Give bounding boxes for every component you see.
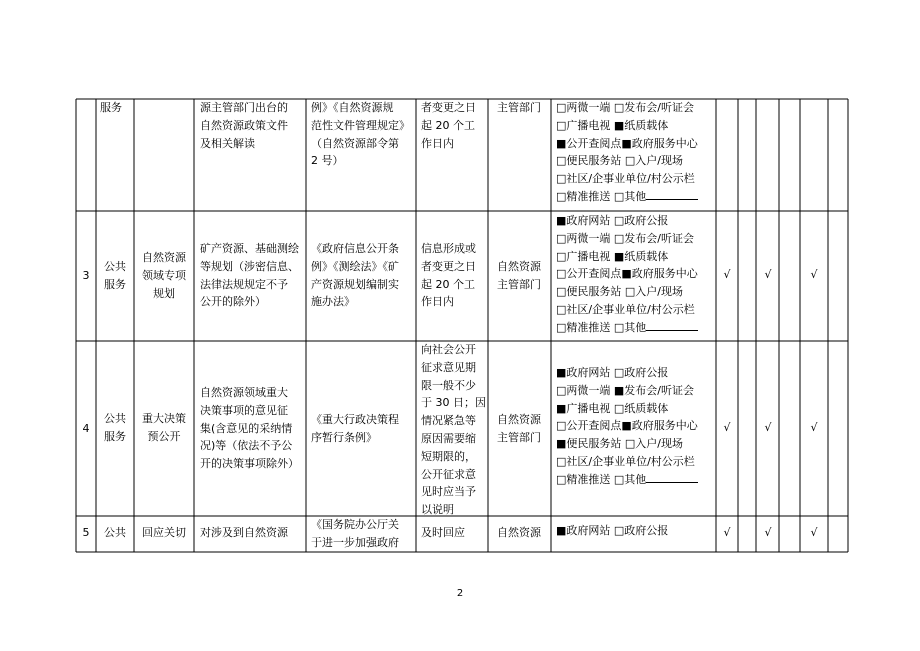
subject-cell — [497, 258, 541, 294]
channel-option: □社区/企事业单位/村公示栏 — [556, 302, 695, 316]
check-mark: √ — [723, 268, 731, 281]
time-line: 原因需要缩 — [421, 431, 476, 445]
channel-option: ■政府网站 □政府公报 — [556, 214, 669, 227]
time-line: 短期限的， — [421, 449, 476, 463]
channel-option: □精准推送 □其他 — [556, 320, 647, 334]
content-cell — [200, 240, 299, 311]
basis-cell — [311, 516, 399, 552]
channel-option: □精准推送 □其他 — [556, 189, 647, 203]
item-line: 规划 — [153, 286, 175, 300]
time-line: 起 20 个工 — [421, 118, 475, 132]
content-line: 况)等（依法不予公 — [200, 439, 293, 453]
category-line: 公共 — [104, 526, 126, 539]
content-cell — [200, 524, 288, 542]
check-mark: √ — [723, 421, 731, 434]
channel-option: □两微一端 ■发布会/听证会 — [556, 383, 694, 397]
category-line: 服务 — [104, 429, 126, 443]
channel-option: □便民服务站 □入户/现场 — [556, 285, 683, 299]
blank-underline — [646, 320, 698, 331]
subject-line: 自然资源 — [497, 526, 541, 539]
time-line: 作日内 — [421, 136, 454, 150]
content-line: 等规划（涉密信息、 — [200, 259, 299, 273]
channels-cell — [556, 364, 698, 489]
basis-cell — [311, 99, 410, 170]
category-line: 服务 — [100, 101, 122, 114]
content-line: 对涉及到自然资源 — [200, 526, 288, 539]
channel-option: ■政府网站 □政府公报 — [556, 524, 669, 537]
time-line: 征求意见期 — [421, 360, 476, 374]
time-cell — [421, 341, 486, 519]
page-number: 2 — [456, 588, 464, 599]
channel-option: ■广播电视 □纸质载体 — [556, 401, 669, 415]
category-cell — [96, 524, 134, 542]
channel-option: □广播电视 ■纸质载体 — [556, 249, 669, 263]
time-line: 限一般不少 — [421, 378, 476, 392]
category-cell — [100, 99, 122, 117]
basis-line: 2 号） — [311, 154, 344, 168]
item-cell — [134, 410, 194, 446]
check-mark: √ — [810, 526, 818, 539]
basis-cell — [311, 240, 399, 311]
item-line: 预公开 — [147, 429, 181, 443]
item-cell — [134, 249, 194, 302]
content-line: 源主管部门出台的 — [200, 101, 288, 114]
time-line: 以说明 — [421, 503, 454, 517]
time-line: 及时回应 — [421, 526, 465, 539]
time-cell — [421, 524, 465, 542]
item-line: 重大决策 — [142, 412, 186, 425]
basis-line: 施办法》 — [311, 295, 355, 309]
subject-line: 自然资源 — [497, 260, 541, 273]
basis-line: 例》《测绘法》《矿 — [311, 259, 399, 273]
content-line: 及相关解读 — [200, 136, 255, 150]
content-line: 自然资源政策文件 — [200, 118, 288, 132]
check-mark: √ — [764, 268, 772, 281]
content-cell — [200, 384, 299, 473]
basis-line: 于进一步加强政府 — [311, 535, 399, 549]
category-cell — [96, 410, 134, 446]
channel-option: ■便民服务站 □入户/现场 — [556, 437, 683, 451]
item-line: 回应关切 — [142, 526, 186, 539]
content-line: 自然资源领域重大 — [200, 386, 288, 399]
category-line: 公共 — [104, 260, 126, 273]
content-line: 矿产资源、基础测绘 — [200, 242, 299, 255]
time-cell — [421, 240, 476, 311]
subject-cell — [497, 411, 541, 447]
check-mark: √ — [764, 421, 772, 434]
channel-option: ■政府网站 □政府公报 — [556, 366, 669, 379]
channel-option: □两微一端 □发布会/听证会 — [556, 101, 694, 114]
subject-cell — [497, 524, 541, 542]
basis-line: 《重大行政决策程 — [311, 413, 399, 426]
channel-option: ■公开查阅点■政府服务中心 — [556, 136, 698, 150]
basis-line: 产资源规划编制实 — [311, 277, 399, 291]
category-line: 服务 — [104, 277, 126, 291]
row-number — [76, 267, 96, 285]
content-line: 集(含意见的采纳情 — [200, 421, 293, 435]
check-mark: √ — [723, 526, 731, 539]
basis-line: 范性文件管理规定》 — [311, 118, 410, 132]
check-mark: √ — [810, 268, 818, 281]
channels-cell — [556, 99, 698, 206]
channel-option: □两微一端 □发布会/听证会 — [556, 231, 694, 245]
content-line: 决策事项的意见征 — [200, 403, 288, 417]
channel-option: □便民服务站 □入户/现场 — [556, 154, 683, 168]
subject-cell — [497, 99, 541, 117]
time-line: 情况紧急等 — [421, 414, 476, 428]
blank-underline — [646, 472, 698, 483]
channel-option: □社区/企事业单位/村公示栏 — [556, 454, 695, 468]
channel-option: □广播电视 ■纸质载体 — [556, 118, 669, 132]
category-cell — [96, 258, 134, 294]
content-line: 开的决策事项除外） — [200, 457, 299, 471]
row-number — [76, 420, 96, 438]
channels-cell — [556, 212, 698, 337]
content-line: 法律法规规定不予 — [200, 277, 288, 291]
row-number-text: 3 — [82, 269, 90, 282]
channel-option: □公开查阅点■政府服务中心 — [556, 419, 698, 433]
time-line: 于 30 日；因 — [421, 396, 486, 410]
category-line: 公共 — [104, 412, 126, 425]
subject-line: 主管部门 — [497, 101, 541, 114]
basis-line: 序暂行条例》 — [311, 430, 377, 444]
row-number-text: 4 — [82, 422, 90, 435]
item-line: 自然资源 — [142, 251, 186, 264]
channel-option: □公开查阅点■政府服务中心 — [556, 267, 698, 281]
time-cell — [421, 99, 476, 152]
check-mark: √ — [764, 526, 772, 539]
basis-line: 《国务院办公厅关 — [311, 518, 399, 531]
basis-line: （自然资源部令第 — [311, 136, 399, 150]
time-line: 见时应当予 — [421, 485, 476, 499]
time-line: 作日内 — [421, 295, 454, 309]
channel-option: □社区/企事业单位/村公示栏 — [556, 172, 695, 186]
basis-cell — [311, 411, 399, 447]
subject-line: 主管部门 — [497, 277, 541, 291]
blank-underline — [646, 189, 698, 200]
row-number — [76, 524, 96, 542]
basis-line: 例》《自然资源规 — [311, 101, 394, 114]
subject-line: 自然资源 — [497, 413, 541, 426]
item-cell — [134, 524, 194, 542]
time-line: 者变更之日 — [421, 259, 476, 273]
subject-line: 主管部门 — [497, 430, 541, 444]
check-mark: √ — [810, 421, 818, 434]
content-line: 公开的除外） — [200, 295, 266, 309]
item-line: 领域专项 — [142, 268, 186, 282]
time-line: 向社会公开 — [421, 343, 476, 356]
time-line: 起 20 个工 — [421, 277, 475, 291]
channel-option: □精准推送 □其他 — [556, 472, 647, 486]
time-line: 公开征求意 — [421, 467, 476, 481]
time-line: 者变更之日 — [421, 101, 476, 114]
basis-line: 《政府信息公开条 — [311, 242, 399, 255]
channels-cell — [556, 522, 668, 540]
content-cell — [200, 99, 288, 152]
time-line: 信息形成或 — [421, 242, 476, 255]
row-number-text: 5 — [82, 526, 90, 539]
